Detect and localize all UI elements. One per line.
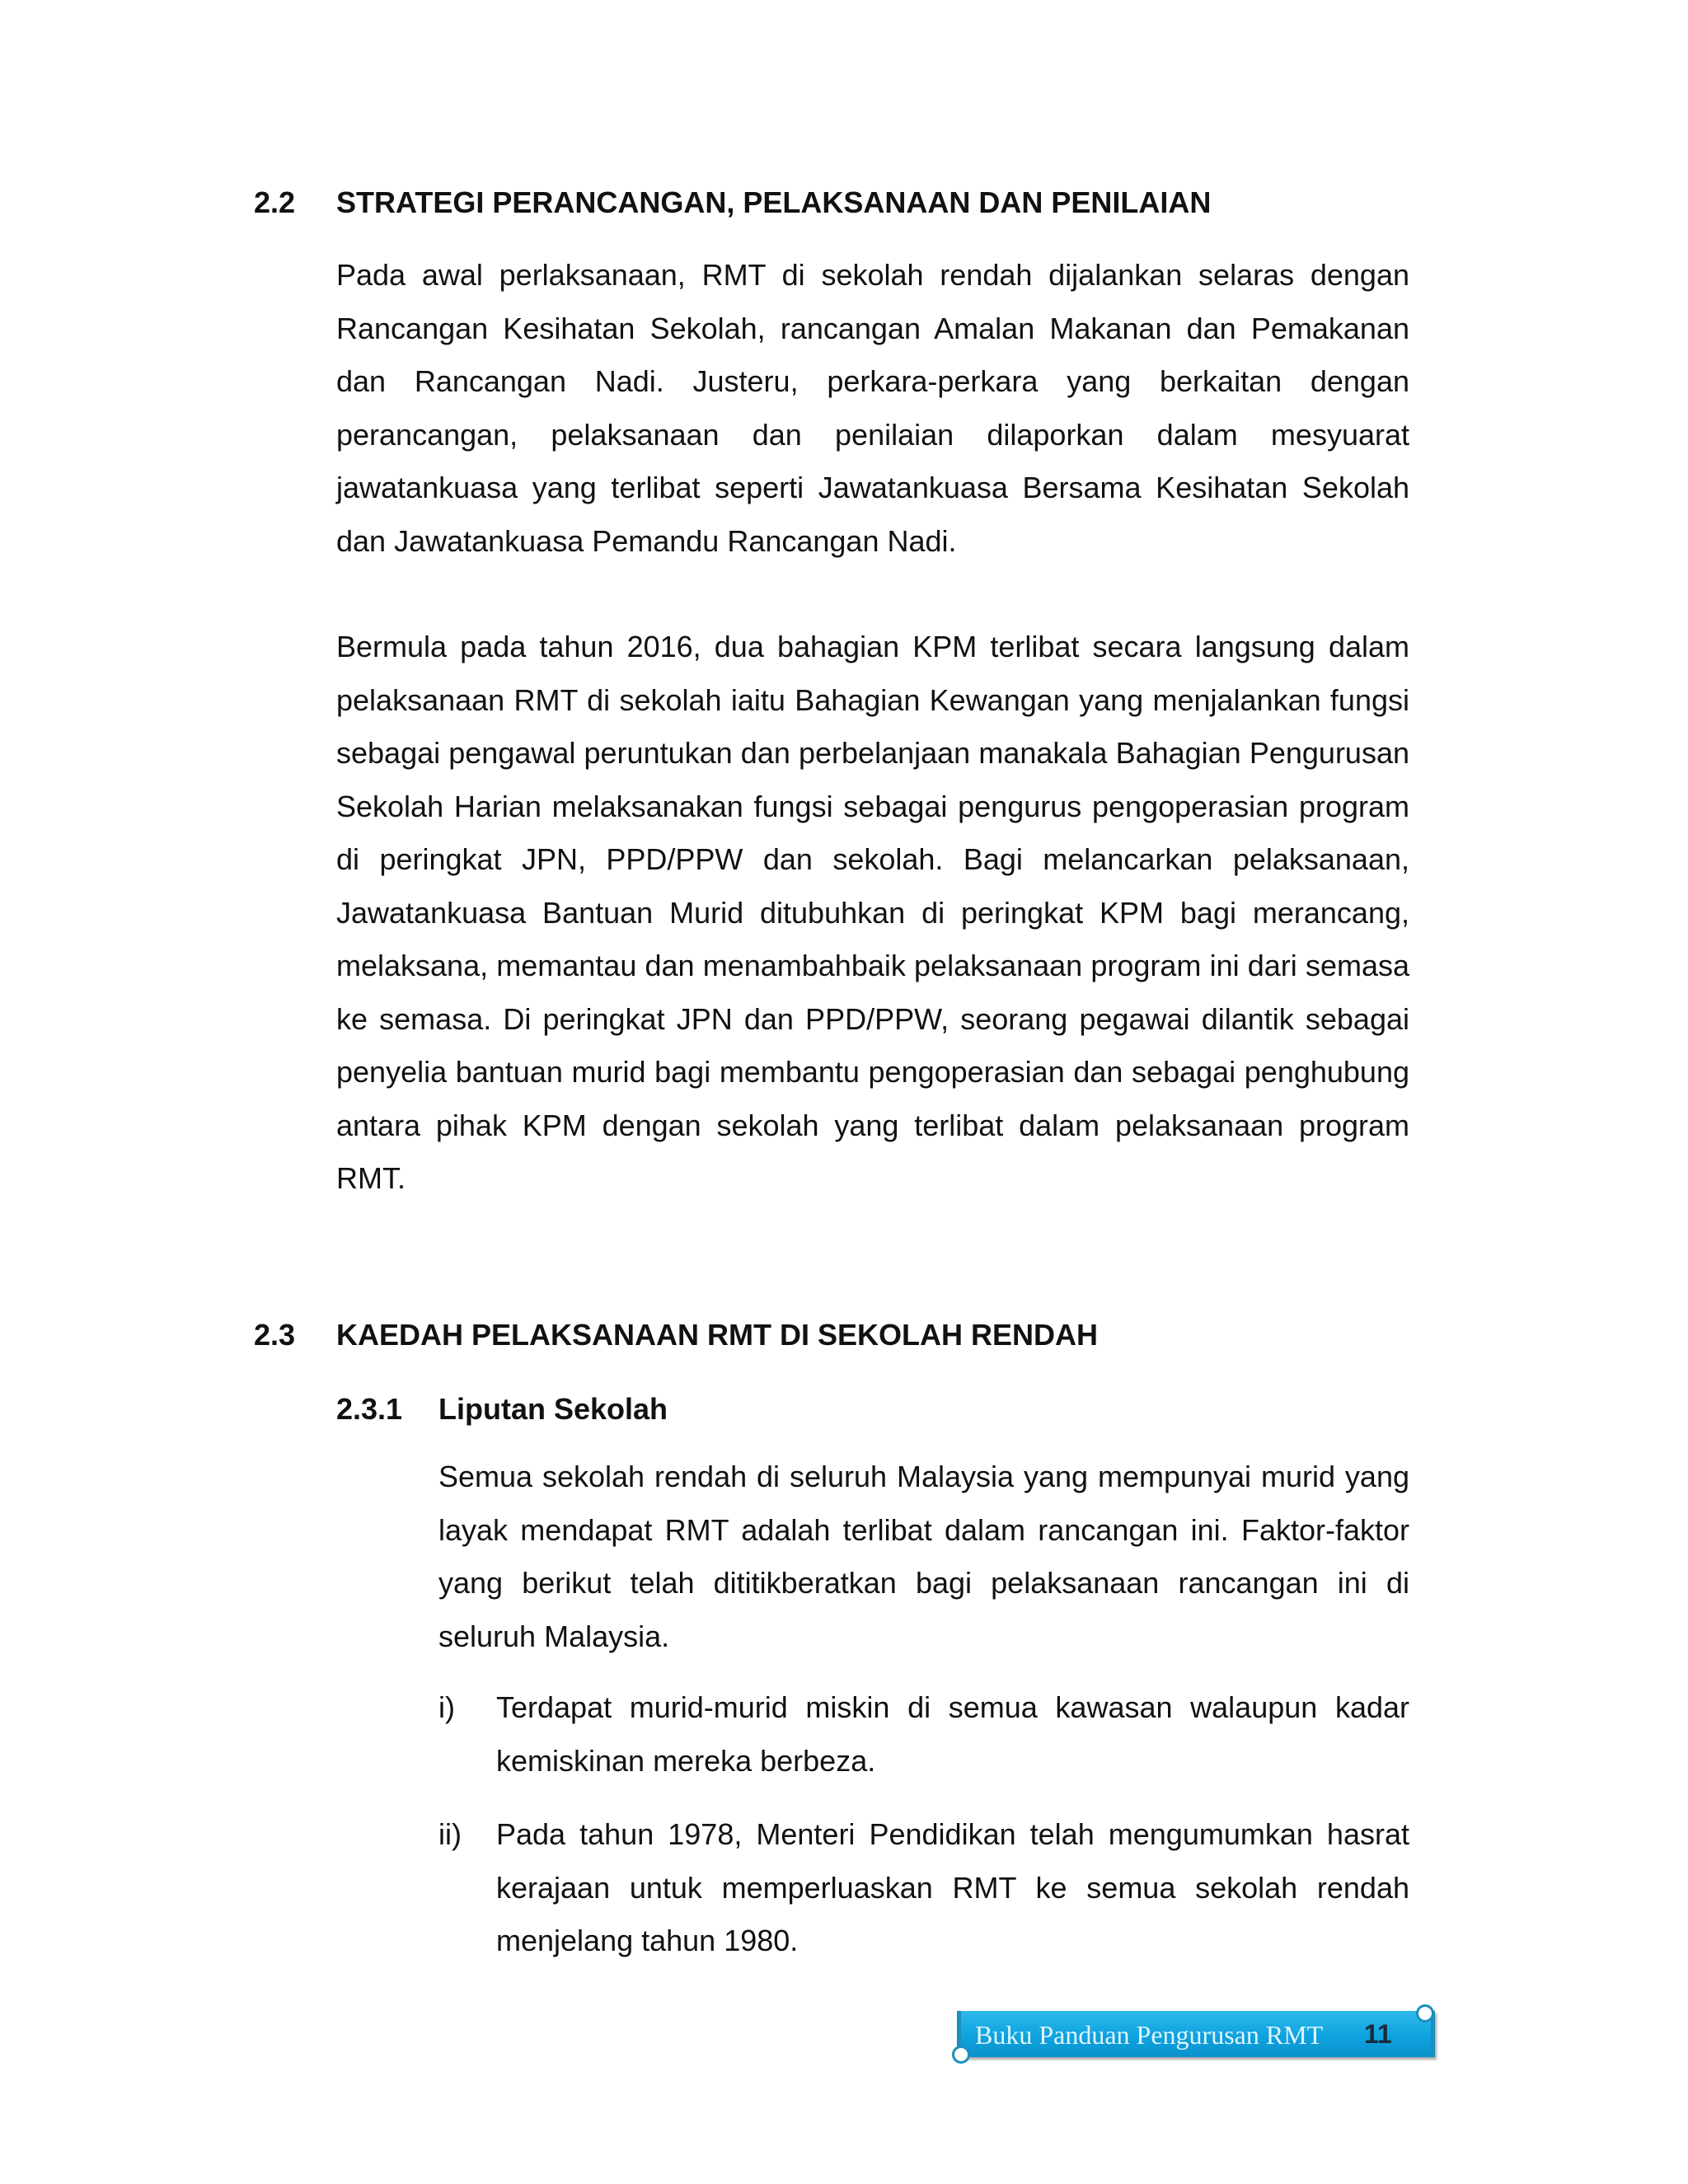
- subsection-2-3-1-heading: [336, 1391, 1408, 1427]
- scroll-curl-icon: [1416, 2004, 1434, 2022]
- subsection-title: Liputan Sekolah: [438, 1392, 668, 1426]
- list-item: [438, 1808, 1409, 1973]
- list-item: [438, 1681, 1409, 1797]
- section-2-3-heading: [254, 1317, 1408, 1353]
- section-number: 2.2: [254, 185, 296, 219]
- section-number: 2.3: [254, 1318, 296, 1352]
- section-2-2-heading: [254, 185, 1408, 221]
- footer-title: Buku Panduan Pengurusan RMT: [975, 2020, 1324, 2050]
- section-title: KAEDAH PELAKSANAAN RMT DI SEKOLAH RENDAH: [336, 1318, 1099, 1352]
- list-marker: i): [438, 1690, 455, 1724]
- subsection-number: 2.3.1: [336, 1392, 403, 1426]
- subsection-2-3-1-paragraph: Semua sekolah rendah di seluruh Malaysia yang mempunyai murid yang layak mendapat RMT adalah terlibat dalam rancangan ini. Faktor-faktor yang berikut telah dititikberatkan bagi pelaksanaan rancangan ini di seluruh Malaysia.: [438, 1460, 1409, 1653]
- footer-banner: [952, 2004, 1434, 2064]
- section-title: STRATEGI PERANCANGAN, PELAKSANAAN DAN PENILAIAN: [336, 185, 1212, 219]
- section-2-2-paragraph-2: Bermula pada tahun 2016, dua bahagian KPM terlibat secara langsung dalam pelaksanaan RMT di sekolah iaitu Bahagian Kewangan yang menjalankan fungsi sebagai pengawal peruntukan dan perbelanjaan manakala Bahagian Pengurusan Sekolah Harian melaksanakan fungsi sebagai pengurus pengoperasian program di peringkat JPN, PPD/PPW dan sekolah. Bagi melancarkan pelaksanaan, Jawatankuasa Bantuan Murid ditubuhkan di peringkat KPM bagi merancang, melaksana, memantau dan menambahbaik pelaksanaan program ini dari semasa ke semasa. Di peringkat JPN dan PPD/PPW, seorang pegawai dilantik sebagai penyelia bantuan murid bagi membantu pengoperasian dan sebagai penghubung antara pihak KPM dengan sekolah yang terlibat dalam pelaksanaan program RMT.: [336, 630, 1409, 1195]
- section-2-2-paragraph-1: Pada awal perlaksanaan, RMT di sekolah rendah dijalankan selaras dengan Rancangan Kesihatan Sekolah, rancangan Amalan Makanan dan Pemakanan dan Rancangan Nadi. Justeru, perkara-perkara yang berkaitan dengan perancangan, pelaksanaan dan penilaian dilaporkan dalam mesyuarat jawatankuasa yang terlibat seperti Jawatankuasa Bersama Kesihatan Sekolah dan Jawatankuasa Pemandu Rancangan Nadi.: [336, 258, 1409, 558]
- page-number: 11: [1364, 2019, 1392, 2049]
- list-item-text: Pada tahun 1978, Menteri Pendidikan telah mengumumkan hasrat kerajaan untuk memperluaskan RMT ke semua sekolah rendah menjelang tahun 1980.: [496, 1817, 1409, 1957]
- list-item-text: Terdapat murid-murid miskin di semua kawasan walaupun kadar kemiskinan mereka berbeza.: [496, 1690, 1409, 1778]
- list-marker: ii): [438, 1817, 462, 1851]
- scroll-curl-icon: [952, 2046, 970, 2064]
